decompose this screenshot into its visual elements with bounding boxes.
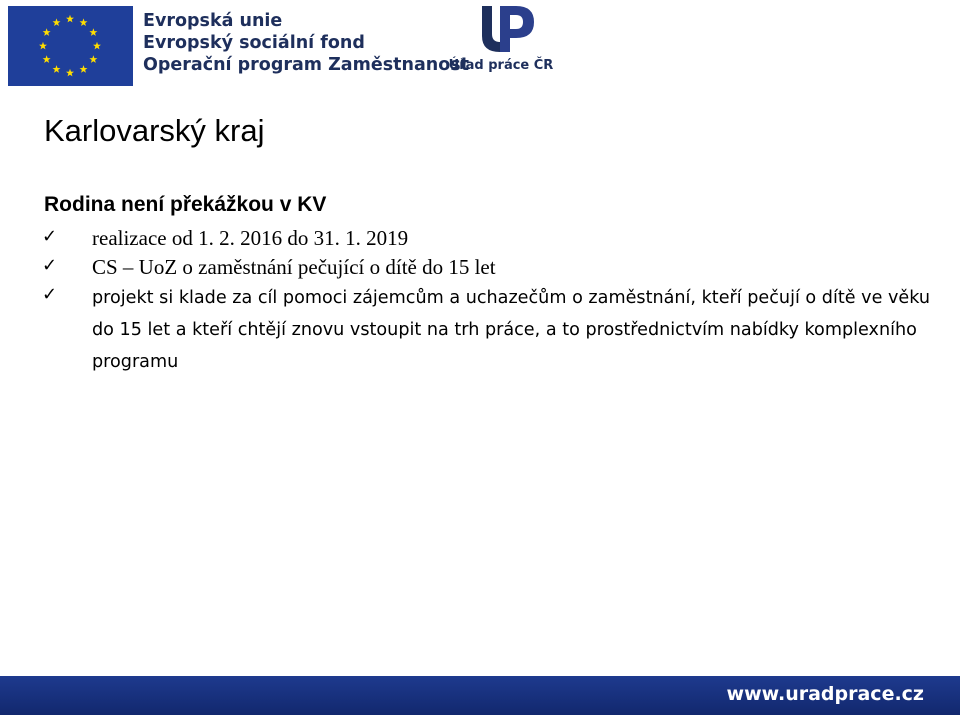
eu-line: Evropská unie xyxy=(143,11,283,31)
footer-bar xyxy=(0,676,960,715)
eu-logo-text xyxy=(143,10,469,76)
eu-star xyxy=(53,65,61,73)
eu-star xyxy=(89,28,97,36)
eu-star xyxy=(80,65,88,73)
list-item xyxy=(0,282,960,378)
eu-star xyxy=(66,15,74,23)
checkmark-icon: ✓ xyxy=(42,284,58,305)
eu-line: Operační program Zaměstnanost xyxy=(143,55,470,75)
urad-prace-emblem-icon xyxy=(476,2,538,56)
eu-star xyxy=(39,42,47,50)
checkmark-icon: ✓ xyxy=(42,226,58,247)
urad-prace-logo xyxy=(470,2,570,92)
bullet-text: projekt si klade za cíl pomoci zájemcům a uchazečům o zaměstnání, kteří pečují o dítě ve věku do 15 let a kteří chtějí znovu vstoupit na trh práce, a to prostřednictvím nabídky komplexního programu xyxy=(92,288,931,372)
list-item xyxy=(0,253,960,282)
eu-flag-icon xyxy=(8,6,133,86)
list-item xyxy=(0,224,960,253)
eu-star xyxy=(80,18,88,26)
bullet-text: realizace od 1. 2. 2016 do 31. 1. 2019 xyxy=(92,226,409,250)
eu-star xyxy=(66,69,74,77)
bullet-list xyxy=(0,224,960,378)
eu-star xyxy=(43,55,51,63)
eu-line: Evropský sociální fond xyxy=(143,33,365,53)
footer-url-link[interactable]: www.uradprace.cz xyxy=(726,683,924,705)
checkmark-icon: ✓ xyxy=(42,255,58,276)
urad-prace-label: Úřad práce ČR xyxy=(448,58,554,73)
eu-star xyxy=(89,55,97,63)
slide-subtitle: Rodina není překážkou v KV xyxy=(44,193,327,216)
eu-star xyxy=(43,28,51,36)
bullet-text: CS – UoZ o zaměstnání pečující o dítě do 15 let xyxy=(92,255,496,279)
slide-title: Karlovarský kraj xyxy=(44,113,265,148)
eu-star xyxy=(53,18,61,26)
eu-star xyxy=(93,42,101,50)
header xyxy=(0,0,960,95)
